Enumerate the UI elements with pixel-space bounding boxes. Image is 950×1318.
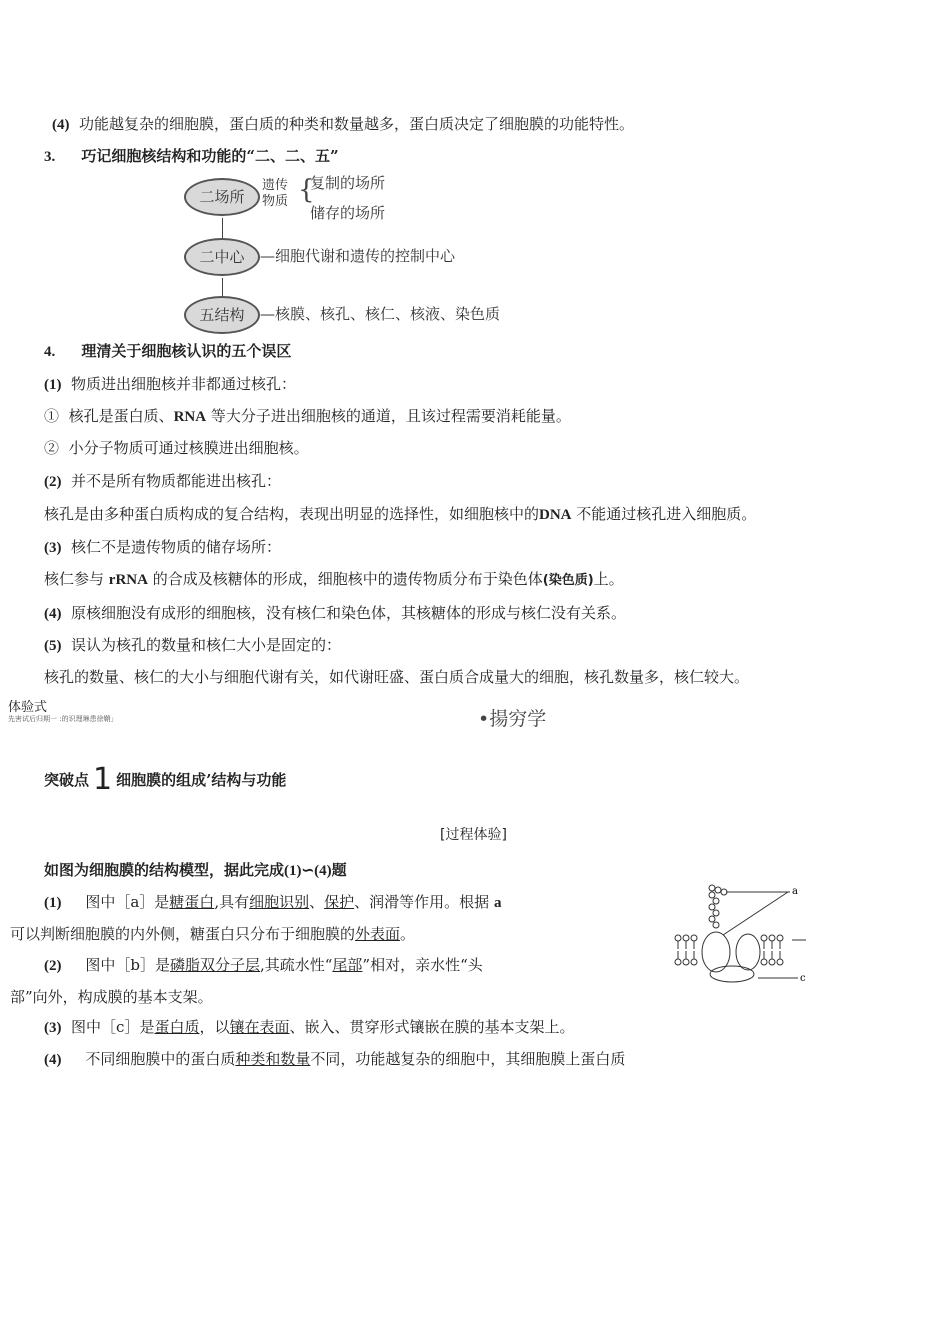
text-segment: 不同，功能越复杂的细胞中，其细胞膜上蛋白质 [310,1050,626,1068]
connector-line [222,278,223,296]
text-segment: 图中［a］是 [85,893,170,911]
answer-blank: 蛋白质 [154,1018,200,1036]
caption-left: 体验式 [8,700,48,715]
item-4-line [52,114,634,135]
caption-right: •揚穷学 [478,708,547,730]
cell-membrane-diagram [668,880,808,990]
item-number: (4) [44,606,62,622]
text-segment: ，以 [199,1018,230,1036]
center-description: —细胞代谢和遗传的控制中心 [260,247,456,265]
question-number: (1) [44,895,62,911]
misconception-3 [44,537,281,558]
text-segment: 核孔是由多种蛋白质构成的复合结构，表现出明显的选择性，如细胞核中的 [44,505,540,523]
text-segment: 图中［c］是 [71,1018,155,1036]
item-number: (4) [52,117,70,133]
item-number: (3) [44,540,62,556]
answer-blank: 磷脂双分子层 [169,956,260,974]
text-segment: 、 [309,893,325,911]
heading-number: 3. [44,149,56,165]
bold-term: RNA [173,409,207,425]
text-segment: ”相对，亲水性“头 [362,956,483,974]
oval-two-centers: 二中心 [184,238,260,276]
misconception-1b [44,438,309,458]
answer-blank: 细胞识别 [249,893,310,911]
text-segment: 。 [400,925,416,943]
text-segment: 核仁参与 [44,570,105,588]
title-prefix: 突破点 [44,771,90,789]
nucleus-mindmap [182,168,512,330]
text-segment: ,其疏水性“ [259,956,333,974]
misconception-2 [44,471,281,492]
branch-replication: 复制的场所 [310,174,386,192]
answer-blank: 种类和数量 [235,1050,311,1068]
answer-blank: 糖蛋白 [169,893,215,911]
text-segment: 上。 [593,570,624,588]
text-segment: 、嵌入、贯穿形式镶嵌在膜的基本支架上。 [289,1018,575,1036]
text-segment: 核孔的数量、核仁的大小与细胞代谢有关，如代谢旺盛、蛋白质合成量大的细胞，核孔数量多，核仁较大。 [44,668,750,686]
misconception-4 [44,603,626,624]
text-segment: 的合成及核糖体的形成，细胞核中的遗传物质分布于染色体 [152,570,543,588]
question-number: (2) [44,958,62,974]
misconception-5a [44,667,749,687]
title-text: 细胞膜的组成’结构与功能 [116,771,287,789]
breakpoint-title [44,762,286,797]
heading-3 [44,146,339,167]
text-segment: 不同细胞膜中的蛋白质 [85,1050,236,1068]
protein-right [736,934,760,970]
genetic-material-label: 遗传物质 [262,178,289,209]
text-segment: 核孔是蛋白质、 [68,407,174,425]
misconception-3a [44,569,624,591]
caption-tiny: 先害试后归期一 :的识理琳患徐鞘」 [8,715,118,723]
bold-tag: (染色质) [542,573,594,588]
question-1-line1 [44,892,501,913]
text-segment: 题 [331,861,347,879]
branch-storage: 储存的场所 [310,204,386,222]
item-text: 核仁不是遗传物质的储存场所： [71,538,282,556]
text-segment: ,具有 [214,893,250,911]
item-number: (2) [44,474,62,490]
misconception-5 [44,635,341,656]
item-text: 误认为核孔的数量和核仁大小是固定的： [71,636,342,654]
label-a: a [792,886,798,897]
label-c: c [800,973,806,984]
answer-blank: 保护 [324,893,355,911]
brace: { [298,175,315,205]
question-2-line1 [44,955,483,976]
bold-term: rRNA [108,572,148,588]
bold-term: DNA [539,507,572,523]
item-text: 原核细胞没有成形的细胞核，没有核仁和染色体，其核糖体的形成与核仁没有关系。 [71,604,627,622]
glycoprotein-chain [709,885,727,928]
protein-bottom [710,966,754,982]
oval-five-structures: 五结构 [184,296,260,334]
answer-blank: 外表面 [355,925,401,943]
text-segment: 、润滑等作用。根据 [354,893,490,911]
heading-number: 4. [44,344,56,360]
question-2-line2: 部”向外，构成膜的基本支架。 [10,988,213,1006]
heading-4 [44,341,291,362]
question-number: (4) [44,1052,62,1068]
misconception-2a [44,504,756,525]
item-number: (5) [44,638,62,654]
answer-blank: 镶在表面 [229,1018,290,1036]
item-text: 物质进出细胞核并非都通过核孔： [71,375,297,393]
heading-text: 巧记细胞核结构和功能的“二、二、五” [81,147,339,165]
intro-line [44,860,347,881]
misconception-1a [44,406,571,427]
text-segment: 可以判断细胞膜的内外侧，糖蛋白只分布于细胞膜的 [10,925,356,943]
heading-text: 理清关于细胞核认识的五个误区 [81,342,292,360]
connector-line [222,218,223,238]
item-text: 并不是所有物质都能进出核孔： [71,472,282,490]
question-3 [44,1017,575,1038]
circled-marker: ② [44,439,60,457]
text-segment: 小分子物质可通过核膜进出细胞核。 [68,439,309,457]
question-4 [44,1049,625,1070]
structures-description: —核膜、核孔、核仁、核液、染色质 [260,305,501,323]
text-segment: 图中［b］是 [85,956,170,974]
oval-two-places: 二场所 [184,178,260,216]
question-1-line2 [10,924,415,944]
bold-term: a [493,895,502,911]
process-subtitle: [过程体验] [440,827,507,843]
item-text: 功能越复杂的细胞膜，蛋白质的种类和数量越多，蛋白质决定了细胞膜的功能特性。 [79,115,635,133]
text-segment: 如图为细胞膜的结构模型，据此完成 [44,861,285,879]
text-segment: 等大分子进出细胞核的通道，且该过程需要消耗能量。 [210,407,571,425]
title-number: 1 [93,762,113,797]
misconception-1 [44,374,296,395]
text-segment: 不能通过核孔进入细胞质。 [576,505,757,523]
circled-marker: ① [44,407,60,425]
question-number: (3) [44,1020,62,1036]
question-range: (1)∽(4) [284,863,332,879]
answer-blank: 尾部 [332,956,363,974]
item-number: (1) [44,377,62,393]
